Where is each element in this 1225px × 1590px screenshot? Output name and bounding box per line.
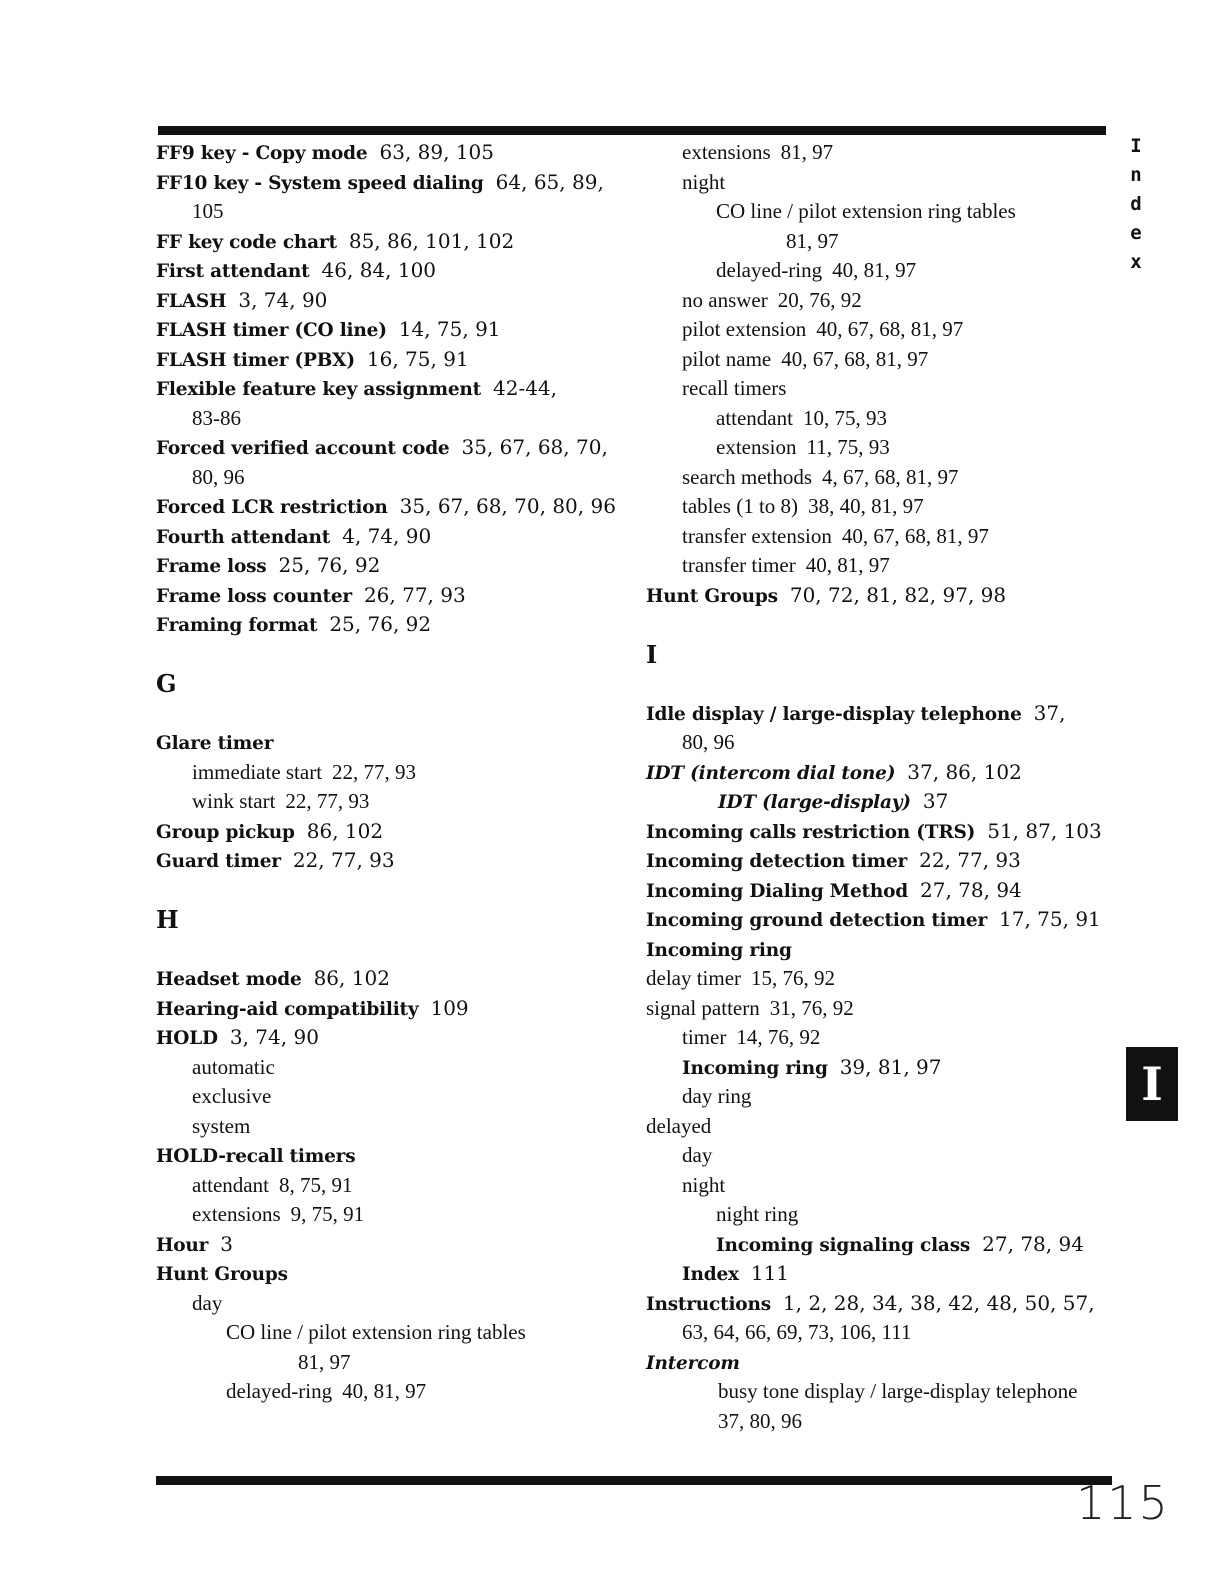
index-subentry bbox=[646, 433, 1116, 463]
page-references: 40, 67, 68, 81, 97 bbox=[816, 317, 964, 341]
spacer bbox=[156, 876, 636, 906]
entry-text: 83-86 bbox=[192, 405, 241, 430]
side-tab-letter: d bbox=[1130, 193, 1142, 215]
index-entry-continuation bbox=[156, 197, 636, 227]
page-references: 17, 75, 91 bbox=[999, 907, 1101, 931]
entry-term: Forced LCR restriction bbox=[156, 497, 388, 518]
index-entry bbox=[156, 1259, 636, 1289]
index-subentry bbox=[646, 1200, 1116, 1230]
page-references: 4, 67, 68, 81, 97 bbox=[822, 464, 959, 489]
index-entry bbox=[156, 846, 636, 876]
page-references: 22, 77, 93 bbox=[285, 789, 370, 813]
index-subentry bbox=[156, 1318, 636, 1348]
entry-text: transfer timer bbox=[682, 553, 796, 577]
index-subentry bbox=[646, 964, 1116, 994]
page-references: 35, 67, 68, 70, 80, 96 bbox=[399, 494, 616, 518]
index-entry bbox=[156, 964, 636, 994]
page-references: 86, 102 bbox=[313, 966, 390, 990]
entry-term: Glare timer bbox=[156, 733, 274, 754]
index-subentry bbox=[646, 1377, 1116, 1407]
entry-text: extensions bbox=[682, 140, 771, 164]
entry-term: IDT (large-display) bbox=[718, 792, 911, 813]
entry-term: Hearing-aid compatibility bbox=[156, 998, 419, 1020]
index-subentry bbox=[156, 1171, 636, 1201]
index-entry bbox=[156, 522, 636, 552]
index-subentry bbox=[156, 1348, 636, 1378]
entry-text: tables (1 to 8) bbox=[682, 494, 799, 518]
page-references: 38, 40, 81, 97 bbox=[808, 494, 924, 518]
index-entry bbox=[646, 876, 1116, 906]
page-references: 51, 87, 103 bbox=[987, 818, 1102, 843]
entry-text: extensions bbox=[192, 1202, 281, 1226]
index-entry bbox=[156, 551, 636, 581]
index-entry bbox=[646, 1348, 1116, 1378]
side-tab-letters bbox=[1126, 132, 1146, 277]
entry-text: transfer extension bbox=[682, 523, 832, 548]
page-references: 111 bbox=[750, 1261, 790, 1285]
index-entry bbox=[646, 1053, 1116, 1083]
entry-term: Incoming ground detection timer bbox=[646, 910, 987, 931]
entry-term: FF key code chart bbox=[156, 231, 337, 253]
index-subentry bbox=[156, 1082, 636, 1112]
index-subentry bbox=[646, 1082, 1116, 1112]
index-subentry bbox=[156, 1289, 636, 1319]
index-entry bbox=[156, 1141, 636, 1171]
index-subentry bbox=[646, 286, 1116, 316]
entry-term: Fourth attendant bbox=[156, 526, 331, 548]
index-entry bbox=[646, 1289, 1116, 1319]
index-subentry bbox=[156, 787, 636, 817]
index-subentry bbox=[646, 463, 1116, 493]
page-references: 1, 2, 28, 34, 38, 42, 48, 50, 57, bbox=[782, 1290, 1095, 1315]
entry-term: FF10 key - System speed dialing bbox=[156, 172, 484, 194]
entry-text: night bbox=[682, 169, 726, 194]
top-rule bbox=[158, 126, 1106, 135]
index-subentry bbox=[156, 1053, 636, 1083]
index-subentry bbox=[156, 1377, 636, 1407]
entry-term: Incoming detection timer bbox=[646, 851, 908, 872]
page-references: 40, 67, 68, 81, 97 bbox=[781, 346, 929, 371]
page-references: 40, 81, 97 bbox=[832, 258, 917, 282]
page-references: 39, 81, 97 bbox=[839, 1054, 942, 1079]
page-references: 40, 81, 97 bbox=[805, 553, 890, 577]
entry-text: night ring bbox=[716, 1202, 799, 1226]
page-references: 27, 78, 94 bbox=[920, 877, 1022, 902]
entry-text: extension bbox=[716, 435, 797, 459]
page-references: 31, 76, 92 bbox=[769, 995, 854, 1020]
page-references: 64, 65, 89, bbox=[495, 169, 604, 194]
page-references: 40, 67, 68, 81, 97 bbox=[841, 523, 989, 548]
page-references: 14, 76, 92 bbox=[736, 1025, 821, 1049]
index-subentry bbox=[646, 492, 1116, 522]
page-references: 42-44, bbox=[493, 376, 558, 400]
entry-term: Instructions bbox=[646, 1293, 771, 1315]
index-entry-continuation bbox=[156, 404, 636, 434]
spacer bbox=[156, 935, 636, 965]
entry-term: Incoming Dialing Method bbox=[646, 880, 908, 902]
page-references: 3 bbox=[220, 1231, 233, 1256]
entry-term: Incoming ring bbox=[646, 939, 792, 961]
index-subentry bbox=[646, 374, 1116, 404]
entry-text: timer bbox=[682, 1025, 727, 1049]
index-subentry bbox=[646, 345, 1116, 375]
entry-term: First attendant bbox=[156, 261, 310, 282]
index-entry bbox=[156, 433, 636, 463]
entry-term: Hunt Groups bbox=[156, 1264, 288, 1285]
page-references: 26, 77, 93 bbox=[363, 582, 466, 607]
index-entry bbox=[156, 817, 636, 847]
page-references: 86, 102 bbox=[306, 818, 384, 843]
index-subentry bbox=[646, 315, 1116, 345]
entry-term: Frame loss counter bbox=[156, 585, 352, 607]
page-references: 16, 75, 91 bbox=[366, 346, 469, 371]
index-entry bbox=[156, 994, 636, 1024]
side-tab-letter: n bbox=[1130, 164, 1142, 186]
entry-text: wink start bbox=[192, 789, 276, 813]
entry-text: exclusive bbox=[192, 1084, 272, 1108]
index-entry bbox=[646, 758, 1116, 788]
index-entry bbox=[156, 168, 636, 198]
page-references: 37, 86, 102 bbox=[907, 759, 1022, 784]
page-references: 85, 86, 101, 102 bbox=[348, 228, 515, 253]
page-references: 27, 78, 94 bbox=[982, 1231, 1084, 1256]
section-heading: I bbox=[646, 639, 658, 669]
entry-text: day bbox=[682, 1143, 713, 1167]
index-entry-continuation bbox=[646, 1407, 1116, 1437]
page-references: 25, 76, 92 bbox=[278, 553, 381, 577]
index-entry bbox=[646, 699, 1116, 729]
entry-term: Group pickup bbox=[156, 821, 295, 843]
index-subentry bbox=[646, 551, 1116, 581]
entry-text: no answer bbox=[682, 287, 768, 312]
page-references: 14, 75, 91 bbox=[398, 317, 501, 341]
entry-text: search methods bbox=[682, 464, 813, 489]
entry-term: Guard timer bbox=[156, 851, 281, 872]
entry-text: 80, 96 bbox=[682, 730, 735, 754]
index-subentry bbox=[646, 138, 1116, 168]
index-entry-continuation bbox=[646, 1318, 1116, 1348]
index-subentry bbox=[646, 1023, 1116, 1053]
side-tab-letter: I bbox=[1130, 135, 1142, 157]
page-references: 25, 76, 92 bbox=[329, 612, 432, 636]
entry-term: FF9 key - Copy mode bbox=[156, 143, 368, 164]
entry-term: Incoming signaling class bbox=[716, 1234, 971, 1256]
side-tab-letter: x bbox=[1130, 251, 1142, 273]
page-references: 35, 67, 68, 70, bbox=[461, 435, 608, 459]
entry-term: Index bbox=[682, 1264, 739, 1285]
index-entry bbox=[156, 728, 636, 758]
page-references: 3, 74, 90 bbox=[229, 1025, 319, 1049]
index-subentry bbox=[646, 404, 1116, 434]
index-subentry bbox=[646, 1171, 1116, 1201]
spacer bbox=[156, 640, 636, 670]
entry-text: pilot name bbox=[682, 346, 772, 371]
entry-text: CO line / pilot extension ring tables bbox=[716, 199, 1016, 223]
spacer bbox=[646, 610, 1116, 640]
page-references: 10, 75, 93 bbox=[802, 405, 887, 430]
bottom-rule bbox=[156, 1476, 1112, 1485]
page-references: 46, 84, 100 bbox=[321, 258, 437, 282]
entry-term: HOLD bbox=[156, 1028, 218, 1049]
index-subentry bbox=[646, 1112, 1116, 1142]
entry-text: day bbox=[192, 1290, 223, 1315]
index-entry bbox=[156, 138, 636, 168]
index-entry bbox=[156, 1230, 636, 1260]
index-subentry bbox=[646, 522, 1116, 552]
index-column-right bbox=[646, 138, 1116, 1436]
entry-term: FLASH bbox=[156, 290, 227, 312]
entry-text: 105 bbox=[192, 199, 224, 223]
entry-text: immediate start bbox=[192, 759, 323, 784]
section-tab: I bbox=[1126, 1047, 1178, 1121]
page-references: 22, 77, 93 bbox=[292, 848, 395, 872]
entry-text: delay timer bbox=[646, 966, 742, 990]
side-tab-letter: e bbox=[1130, 222, 1142, 244]
index-entry bbox=[156, 581, 636, 611]
entry-text: 63, 64, 66, 69, 73, 106, 111 bbox=[682, 1320, 912, 1344]
entry-term: Hunt Groups bbox=[646, 585, 778, 607]
entry-term: Frame loss bbox=[156, 556, 267, 577]
index-subentry bbox=[646, 256, 1116, 286]
page-references: 81, 97 bbox=[780, 140, 834, 164]
page-references: 15, 76, 92 bbox=[751, 966, 836, 990]
index-subentry bbox=[156, 1200, 636, 1230]
page-references: 40, 81, 97 bbox=[342, 1379, 427, 1403]
index-entry bbox=[156, 610, 636, 640]
index-subentry bbox=[646, 994, 1116, 1024]
entry-text: automatic bbox=[192, 1054, 275, 1079]
entry-text: pilot extension bbox=[682, 317, 807, 341]
entry-text: delayed-ring bbox=[226, 1379, 333, 1403]
index-entry bbox=[646, 817, 1116, 847]
section-heading: G bbox=[156, 669, 177, 698]
page-references: 70, 72, 81, 82, 97, 98 bbox=[789, 582, 1007, 607]
page-references: 37 bbox=[922, 789, 949, 813]
entry-text: 81, 97 bbox=[786, 228, 839, 253]
entry-term: Headset mode bbox=[156, 969, 302, 990]
entry-text: busy tone display / large-display telephone bbox=[718, 1379, 1078, 1403]
page-references: 109 bbox=[430, 995, 469, 1020]
spacer bbox=[646, 669, 1116, 699]
index-entry bbox=[156, 315, 636, 345]
index-entry bbox=[156, 256, 636, 286]
page-references: 20, 76, 92 bbox=[777, 287, 862, 312]
section-heading: H bbox=[156, 905, 179, 934]
entry-term: Incoming ring bbox=[682, 1057, 828, 1079]
index-entry bbox=[156, 374, 636, 404]
entry-text: recall timers bbox=[682, 376, 787, 400]
index-entry bbox=[156, 1023, 636, 1053]
index-entry bbox=[156, 286, 636, 316]
entry-text: attendant bbox=[192, 1172, 269, 1197]
index-entry bbox=[646, 787, 1116, 817]
index-column-left bbox=[156, 138, 636, 1407]
index-entry bbox=[646, 1230, 1116, 1260]
index-subentry bbox=[156, 1112, 636, 1142]
entry-term: Intercom bbox=[646, 1352, 740, 1374]
page-references: 3, 74, 90 bbox=[238, 287, 328, 312]
entry-term: Idle display / large-display telephone bbox=[646, 703, 1022, 725]
page-references: 63, 89, 105 bbox=[379, 140, 495, 164]
entry-term: Forced verified account code bbox=[156, 438, 450, 459]
index-subentry bbox=[646, 168, 1116, 198]
entry-term: IDT (intercom dial tone) bbox=[646, 762, 896, 784]
entry-text: day ring bbox=[682, 1084, 752, 1108]
entry-text: signal pattern bbox=[646, 995, 760, 1020]
entry-term: Incoming calls restriction (TRS) bbox=[646, 821, 976, 843]
entry-text: CO line / pilot extension ring tables bbox=[226, 1320, 526, 1344]
entry-text: system bbox=[192, 1113, 251, 1138]
index-subentry bbox=[156, 758, 636, 788]
page-references: 11, 75, 93 bbox=[806, 435, 890, 459]
entry-text: night bbox=[682, 1172, 726, 1197]
entry-term: HOLD-recall timers bbox=[156, 1146, 356, 1167]
entry-term: Flexible feature key assignment bbox=[156, 379, 481, 400]
entry-term: Hour bbox=[156, 1234, 209, 1256]
entry-term: FLASH timer (CO line) bbox=[156, 320, 387, 341]
page-number: 115 bbox=[1076, 1476, 1170, 1530]
entry-term: FLASH timer (PBX) bbox=[156, 349, 355, 371]
page-references: 22, 77, 93 bbox=[332, 759, 417, 784]
entry-text: 80, 96 bbox=[192, 464, 245, 489]
page-references: 22, 77, 93 bbox=[919, 848, 1021, 872]
index-entry bbox=[646, 905, 1116, 935]
index-entry bbox=[156, 227, 636, 257]
index-entry bbox=[646, 846, 1116, 876]
index-entry bbox=[646, 581, 1116, 611]
page-references: 9, 75, 91 bbox=[290, 1202, 365, 1226]
index-entry bbox=[156, 492, 636, 522]
page-references: 4, 74, 90 bbox=[342, 523, 432, 548]
index-subentry bbox=[646, 227, 1116, 257]
index-entry-continuation bbox=[156, 463, 636, 493]
page-references: 8, 75, 91 bbox=[278, 1172, 353, 1197]
index-entry bbox=[646, 1259, 1116, 1289]
page-references: 37, bbox=[1033, 700, 1066, 725]
index-entry-continuation bbox=[646, 728, 1116, 758]
entry-text: 81, 97 bbox=[298, 1349, 351, 1374]
entry-term: Framing format bbox=[156, 615, 318, 636]
entry-text: 37, 80, 96 bbox=[718, 1408, 802, 1433]
entry-text: attendant bbox=[716, 405, 793, 430]
index-subentry bbox=[646, 1141, 1116, 1171]
index-entry bbox=[156, 345, 636, 375]
spacer bbox=[156, 699, 636, 729]
index-subentry bbox=[646, 197, 1116, 227]
entry-text: delayed-ring bbox=[716, 258, 823, 282]
index-entry bbox=[646, 935, 1116, 965]
entry-text: delayed bbox=[646, 1113, 712, 1138]
